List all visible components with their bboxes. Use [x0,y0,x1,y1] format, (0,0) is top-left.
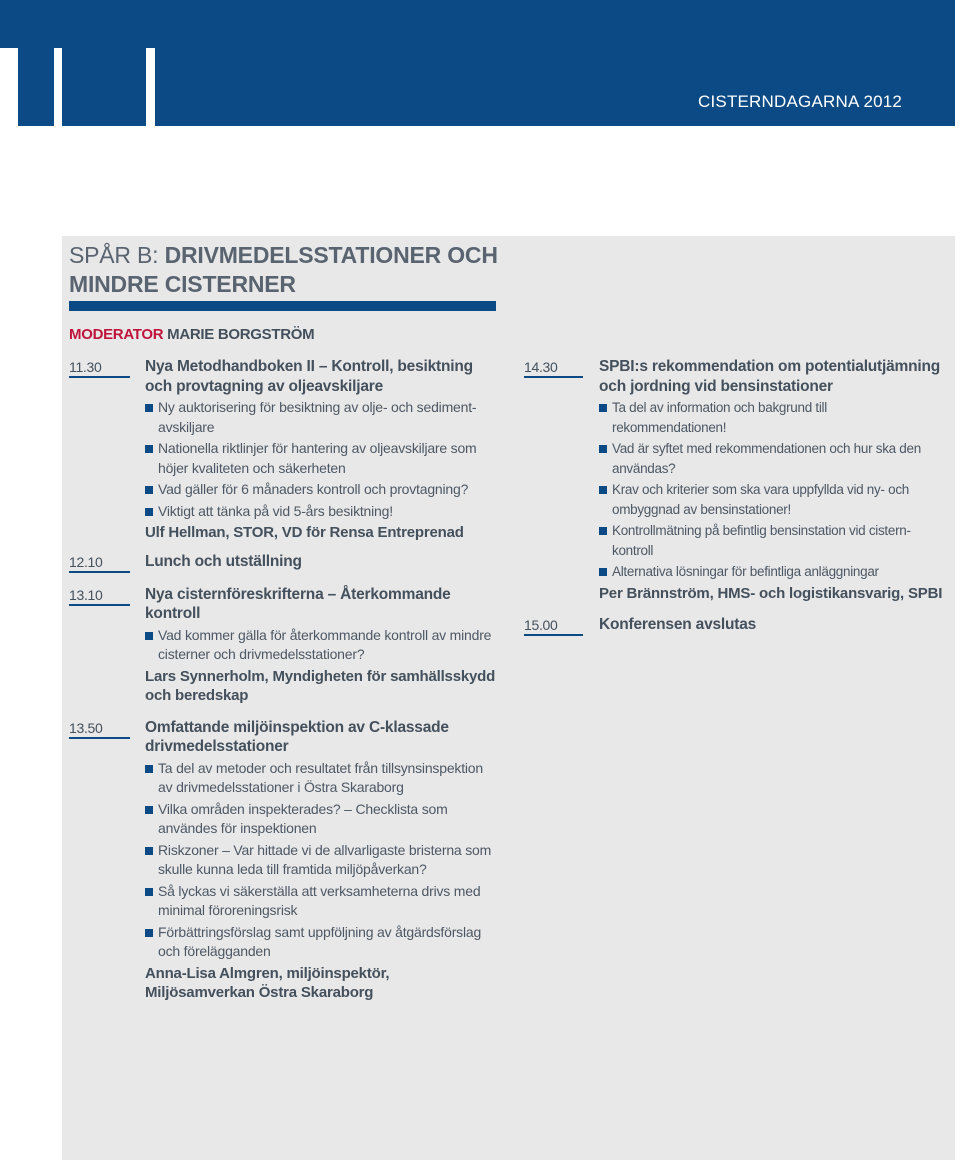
session-time: 15.00 [524,615,583,636]
moderator-name: MARIE BORGSTRÖM [167,326,315,343]
bullet-item: Kontrollmätning på befintlig bensinstation vid cistern-kontroll [599,521,944,560]
session-time: 13.50 [69,718,130,739]
session-speaker: Per Brännström, HMS- och logistikansvarig, SPBI [599,584,943,602]
bullet-square-icon [145,632,153,640]
session-time: 14.30 [524,357,583,378]
session [524,615,944,636]
session [69,585,499,706]
session-title: Konferensen avslutas [599,616,757,633]
bullet-item: Viktigt att tänka på vid 5-års besiktning! [145,502,499,522]
session-speaker: Lars Synnerholm, Myndigheten för samhällsskydd och beredskap [145,667,496,704]
session-body [145,585,499,706]
bullet-item: Ta del av information och bakgrund till rekommendationen! [599,398,944,437]
bullet-square-icon [599,568,607,576]
bullet-square-icon [599,404,607,412]
bullet-item: Förbättringsförslag samt uppföljning av åtgärdsförslag och förelägganden [145,923,499,962]
logo-block-1 [18,48,54,126]
session [69,357,499,543]
logo-block-3 [155,48,955,126]
bullet-item: Riskzoner – Var hittade vi de allvarligaste bristerna som skulle kunna leda till framtida miljöpåverkan? [145,841,499,880]
logo-block-2 [62,48,146,126]
bullet-item: Nationella riktlinjer för hantering av oljeavskiljare som höjer kvaliteten och säkerheten [145,439,499,478]
bullet-list [599,398,944,582]
bullet-square-icon [145,486,153,494]
session-time: 11.30 [69,357,130,378]
bullet-item: Så lyckas vi säkerställa att verksamheterna drivs med minimal föroreningsrisk [145,882,499,921]
bullet-list [145,398,499,521]
bullet-square-icon [599,527,607,535]
bullet-item: Vad kommer gälla för återkommande kontroll av mindre cisterner och drivmedelsstationer? [145,626,499,665]
bullet-square-icon [145,765,153,773]
moderator-label: MODERATOR [69,326,164,343]
bullet-square-icon [145,404,153,412]
bullet-item: Vilka områden inspekterades? – Checklista som användes för inspektionen [145,800,499,839]
bullet-square-icon [599,486,607,494]
session-speaker: Anna-Lisa Almgren, miljöinspektör, Miljösamverkan Östra Skaraborg [145,964,390,1001]
bullet-item: Ta del av metoder och resultatet från tillsynsinspektion av drivmedelsstationer i Östra Skaraborg [145,759,499,798]
track-title [69,241,509,299]
session-title: SPBI:s rekommendation om potentialutjämning och jordning vid bensinstationer [599,358,941,395]
session-body [145,357,499,543]
session-title: Nya Metodhandboken II – Kontroll, besiktning och provtagning av oljeavskiljare [145,358,473,395]
bullet-item: Vad är syftet med rekommendationen och hur ska den användas? [599,439,944,478]
bullet-square-icon [599,445,607,453]
bullet-square-icon [145,508,153,516]
session-body [599,615,944,636]
session-title: Nya cisternföreskrifterna – Återkommande kontroll [145,585,451,622]
bullet-square-icon [145,806,153,814]
bullet-item: Ny auktorisering för besiktning av olje- och sediment-avskiljare [145,398,499,437]
session [69,552,499,573]
bullet-list [145,626,499,665]
bullet-square-icon [145,847,153,855]
session-title: Lunch och utställning [145,552,302,570]
bullet-item: Vad gäller för 6 månaders kontroll och provtagning? [145,480,499,500]
left-column [69,357,499,1003]
session-speaker: Ulf Hellman, STOR, VD för Rensa Entreprenad [145,524,464,541]
track-prefix: SPÅR B: [69,242,159,268]
bullet-square-icon [145,445,153,453]
bullet-item: Krav och kriterier som ska vara uppfyllda vid ny- och ombyggnad av bensinstationer! [599,480,944,519]
session [69,718,499,1003]
bullet-item: Alternativa lösningar för befintliga anläggningar [599,562,944,582]
session-body [599,357,944,603]
session-time: 12.10 [69,552,130,573]
session-time: 13.10 [69,585,130,606]
track-name: DRIVMEDELSSTATIONER OCH MINDRE CISTERNER [69,242,498,297]
event-title: CISTERNDAGARNA 2012 [698,92,903,111]
right-column [524,357,944,636]
title-underline [69,301,496,311]
session-body [145,718,499,1003]
session [524,357,944,603]
session-body [145,552,499,573]
session-title: Omfattande miljöinspektion av C-klassade drivmedelsstationer [145,718,449,755]
moderator-line [69,326,314,343]
bullet-square-icon [145,929,153,937]
bullet-list [145,759,499,962]
header-bar [0,0,955,48]
bullet-square-icon [145,888,153,896]
